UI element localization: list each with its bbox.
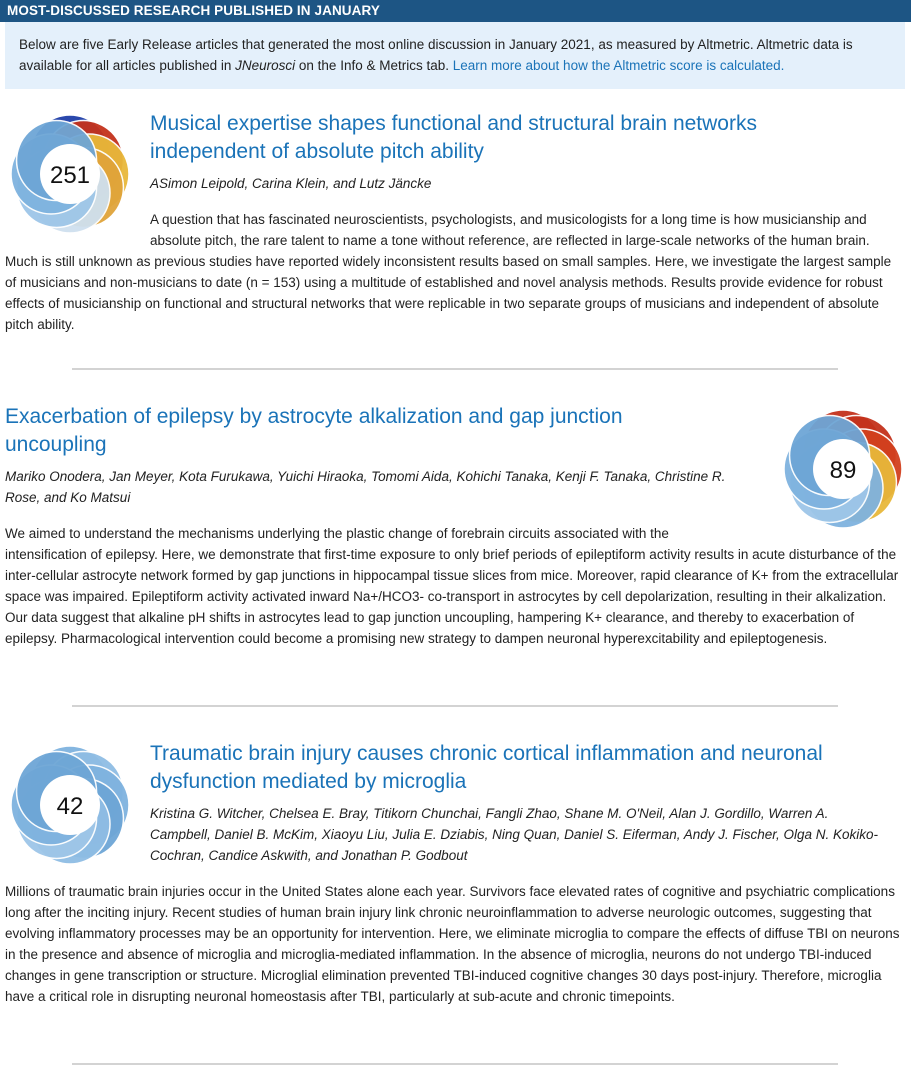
altmetric-donut-icon (781, 407, 905, 531)
altmetric-info-link[interactable]: Learn more about how the Altmetric score is calculated. (452, 58, 785, 73)
journal-name: JNeurosci (235, 58, 296, 73)
intro-text: Below are five Early Release articles that generated the most online discussion in January 2021, as measured by Altmetric. Altmetric data is available for all articles published in (19, 37, 853, 73)
altmetric-score: 42 (56, 793, 84, 820)
article-authors: Kristina G. Witcher, Chelsea E. Bray, Titikorn Chunchai, Fangli Zhao, Shane M. O'Neil, Alan J. Gordillo, Warren A. Campbell, Daniel B. McKim, Xiaoyu Liu, Julia E. Dziabis, Ning Quan, Daniel S. Eiferman, Andy J. Fischer, Olga N. Kokiko-Cochran, Candice Askwith, and Jonathan P. Godbout (150, 806, 879, 863)
article-authors: ASimon Leipold, Carina Klein, and Lutz Jäncke (150, 176, 432, 191)
article-title[interactable]: Exacerbation of epilepsy by astrocyte alkalization and gap junction uncoupling (5, 405, 623, 456)
intro-box (5, 22, 905, 89)
article-abstract: We aimed to understand the mechanisms underlying the plastic change of forebrain circuits associated with the intensification of epilepsy. Here, we demonstrate that first-time exposure to only brief periods of epileptiform activity results in acute disturbance of the inter-cellular astrocyte network formed by gap junctions in hippocampal tissue slices from mice. Moreover, rapid clearance of K+ from the extracellular space was impaired. Epileptiform activity activated inward Na+/HCO3- co-transport in astrocytes by cell depolarization, resulting in their alkalization. Our data suggest that alkaline pH shifts in astrocytes lead to gap junction uncoupling, hampering K+ clearance, and thereby to exacerbation of epilepsy. Pharmacological intervention could become a promising new strategy to dampen neuronal hyperexcitability and epileptogenesis. (5, 526, 899, 646)
article-divider (72, 368, 838, 370)
article-abstract: A question that has fascinated neuroscientists, psychologists, and musicologists for a long time is how musicianship and absolute pitch, the rare talent to name a tone without reference, are reflected in large-scale networks of the human brain. Much is still unknown as previous studies have reported widely inconsistent results based on small samples. Here, we investigate the largest sample of musicians and non-musicians to date (n = 153) using a multitude of established and novel analysis methods. Results provide evidence for robust effects of musicianship on functional and structural networks that were replicable in two separate groups of musicians and independent of absolute pitch ability. (5, 212, 892, 332)
article-divider (72, 705, 838, 707)
section-header: MOST-DISCUSSED RESEARCH PUBLISHED IN JANUARY (0, 0, 911, 22)
article-divider (72, 1063, 838, 1065)
altmetric-score: 251 (49, 162, 91, 189)
article-abstract: Millions of traumatic brain injuries occur in the United States alone each year. Survivors face elevated rates of cognitive and psychiatric complications long after the inciting injury. Recent studies of human brain injury link chronic neuroinflammation to adverse neurologic outcomes, suggesting that evolving inflammatory processes may be an opportunity for intervention. Here, we eliminate microglia to compare the effects of diffuse TBI on neurons in the presence and absence of microglia and microglia-mediated inflammation. In the absence of microglia, neurons do not undergo TBI-induced changes in gene transcription or structure. Microglial elimination prevented TBI-induced cognitive changes 30 days post-injury. Therefore, microglia have a critical role in disrupting neuronal homeostasis after TBI, particularly at sub-acute and chronic timepoints. (5, 884, 900, 1004)
intro-text-after: on the Info & Metrics tab. (295, 58, 453, 73)
article-title[interactable]: Musical expertise shapes functional and structural brain networks independent of absolute pitch ability (150, 112, 757, 163)
altmetric-donut-icon (8, 743, 132, 867)
article-authors: Mariko Onodera, Jan Meyer, Kota Furukawa, Yuichi Hiraoka, Tomomi Aida, Kohichi Tanaka, Kenji F. Tanaka, Christine R. Rose, and Ko Matsui (5, 469, 726, 505)
altmetric-score: 89 (829, 457, 857, 484)
altmetric-badge[interactable] (781, 407, 905, 531)
altmetric-badge[interactable] (8, 743, 132, 867)
article-title[interactable]: Traumatic brain injury causes chronic cortical inflammation and neuronal dysfunction mediated by microglia (150, 742, 823, 793)
